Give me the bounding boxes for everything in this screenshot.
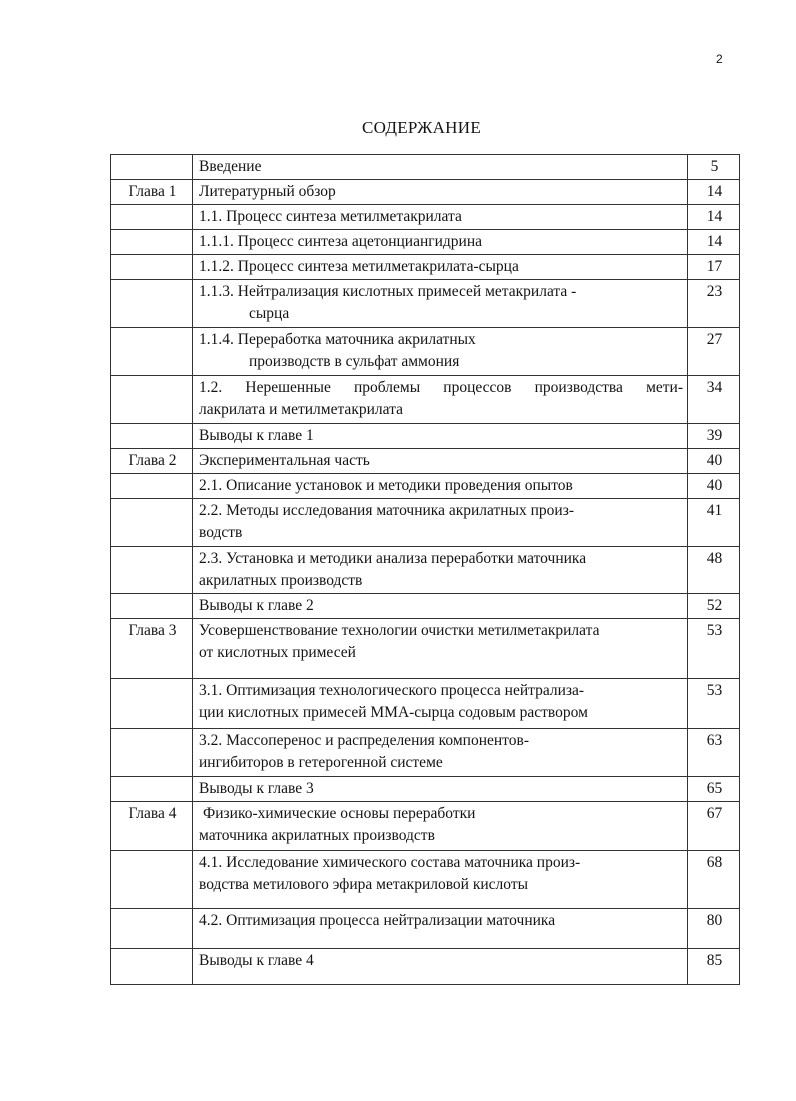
title-cell xyxy=(193,180,688,205)
chapter-cell xyxy=(111,424,193,449)
page-cell: 17 xyxy=(688,255,740,280)
chapter-cell: Глава 3 xyxy=(111,619,193,679)
page-cell: 34 xyxy=(688,376,740,424)
title-cell xyxy=(193,499,688,547)
title-cell xyxy=(193,909,688,949)
title-cell xyxy=(193,851,688,909)
title-cell xyxy=(193,205,688,230)
title-text: Экспериментальная часть xyxy=(199,452,370,469)
title-cell xyxy=(193,255,688,280)
title-cell xyxy=(193,376,688,424)
toc-row-conclusions-3 xyxy=(111,777,740,802)
title-text-continued: ции кислотных примесей ММА-сырца содовым раствором xyxy=(199,704,588,721)
title-text-continued: водств xyxy=(199,524,243,541)
title-text-continued: лакрилата и метилметакрилата xyxy=(199,401,403,418)
title-cell xyxy=(193,547,688,594)
toc-row-4-1 xyxy=(111,851,740,909)
toc-row-4-2 xyxy=(111,909,740,949)
title-cell xyxy=(193,280,688,328)
title-cell xyxy=(193,777,688,802)
title-text-continued: ингибиторов в гетерогенной системе xyxy=(199,754,443,771)
chapter-cell xyxy=(111,729,193,777)
title-cell xyxy=(193,679,688,729)
page-cell: 67 xyxy=(688,802,740,851)
toc-row-2-1 xyxy=(111,474,740,499)
title-cell xyxy=(193,729,688,777)
toc-row-chapter-3 xyxy=(111,619,740,679)
toc-row-conclusions-2 xyxy=(111,594,740,619)
chapter-cell xyxy=(111,949,193,985)
toc-row-1-2 xyxy=(111,376,740,424)
chapter-cell xyxy=(111,594,193,619)
page-cell: 68 xyxy=(688,851,740,909)
title-text: 1.1. Процесс синтеза метилметакрилата xyxy=(199,208,462,225)
chapter-cell xyxy=(111,376,193,424)
title-text: 1.1.1. Процесс синтеза ацетонциангидрина xyxy=(199,233,483,250)
title-cell xyxy=(193,802,688,851)
chapter-cell xyxy=(111,679,193,729)
title-cell xyxy=(193,949,688,985)
page-cell: 48 xyxy=(688,547,740,594)
toc-row-conclusions-4 xyxy=(111,949,740,985)
page-cell: 5 xyxy=(688,155,740,180)
title-text: 2.1. Описание установок и методики проведения опытов xyxy=(199,477,573,494)
title-text: Физико-химические основы переработки xyxy=(203,805,476,822)
page-cell: 53 xyxy=(688,619,740,679)
chapter-cell: Глава 4 xyxy=(111,802,193,851)
toc-row-1-1 xyxy=(111,205,740,230)
title-text-continued: производств в сульфат аммония xyxy=(249,353,460,370)
title-cell xyxy=(193,449,688,474)
title-text: Литературный обзор xyxy=(199,183,336,200)
title-text-continued: маточника акрилатных производств xyxy=(199,827,435,844)
chapter-cell: Глава 1 xyxy=(111,180,193,205)
page-cell: 40 xyxy=(688,449,740,474)
chapter-cell: Глава 2 xyxy=(111,449,193,474)
chapter-cell xyxy=(111,777,193,802)
title-text: 1.1.4. Переработка маточника акрилатных xyxy=(199,331,476,348)
title-text: Выводы к главе 2 xyxy=(199,597,314,614)
title-cell xyxy=(193,619,688,679)
page-cell: 52 xyxy=(688,594,740,619)
page-cell: 39 xyxy=(688,424,740,449)
title-text-continued: водства метилового эфира метакриловой кислоты xyxy=(199,876,529,893)
page-cell: 85 xyxy=(688,949,740,985)
chapter-cell xyxy=(111,547,193,594)
page-cell: 53 xyxy=(688,679,740,729)
page-cell: 41 xyxy=(688,499,740,547)
toc-row-1-1-1 xyxy=(111,230,740,255)
chapter-cell xyxy=(111,205,193,230)
page-cell: 14 xyxy=(688,205,740,230)
toc-row-1-1-2 xyxy=(111,255,740,280)
title-cell xyxy=(193,155,688,180)
page-title: СОДЕРЖАНИЕ xyxy=(361,118,482,137)
toc-row-2-3 xyxy=(111,547,740,594)
chapter-cell xyxy=(111,851,193,909)
toc-row-intro xyxy=(111,155,740,180)
title-text: 2.2. Методы исследования маточника акрилатных произ- xyxy=(199,502,575,519)
title-text: 3.1. Оптимизация технологического процесса нейтрализа- xyxy=(199,682,585,699)
title-text: 1.2. Нерешенные проблемы процессов производства мети- xyxy=(199,379,683,396)
page-cell: 63 xyxy=(688,729,740,777)
title-text-continued: от кислотных примесей xyxy=(199,644,356,661)
title-text: 3.2. Массоперенос и распределения компонентов- xyxy=(199,732,529,749)
title-text: Выводы к главе 4 xyxy=(199,952,314,969)
chapter-cell xyxy=(111,155,193,180)
page-cell: 14 xyxy=(688,230,740,255)
page-cell: 65 xyxy=(688,777,740,802)
page-cell: 23 xyxy=(688,280,740,328)
chapter-cell xyxy=(111,255,193,280)
title-text: Усовершенствование технологии очистки метилметакрилата xyxy=(199,622,600,639)
title-text: Введение xyxy=(199,158,262,175)
toc-row-1-1-4 xyxy=(111,328,740,376)
page-cell: 27 xyxy=(688,328,740,376)
title-cell xyxy=(193,594,688,619)
toc-row-3-1 xyxy=(111,679,740,729)
title-cell xyxy=(193,474,688,499)
title-cell xyxy=(193,328,688,376)
title-text: 1.1.2. Процесс синтеза метилметакрилата-сырца xyxy=(199,258,519,275)
toc-row-chapter-2 xyxy=(111,449,740,474)
title-cell xyxy=(193,424,688,449)
chapter-cell xyxy=(111,230,193,255)
title-text: 1.1.3. Нейтрализация кислотных примесей метакрилата - xyxy=(199,283,577,300)
title-text-continued: сырца xyxy=(249,305,290,322)
chapter-cell xyxy=(111,474,193,499)
chapter-cell xyxy=(111,328,193,376)
toc-row-chapter-4 xyxy=(111,802,740,851)
title-text: 2.3. Установка и методики анализа переработки маточника xyxy=(199,550,587,567)
toc-row-1-1-3 xyxy=(111,280,740,328)
title-text: Выводы к главе 3 xyxy=(199,780,314,797)
toc-row-chapter-1 xyxy=(111,180,740,205)
chapter-cell xyxy=(111,909,193,949)
title-text-continued: акрилатных производств xyxy=(199,572,363,589)
title-text: 4.1. Исследование химического состава маточника произ- xyxy=(199,854,581,871)
toc-row-conclusions-1 xyxy=(111,424,740,449)
chapter-cell xyxy=(111,499,193,547)
page-cell: 40 xyxy=(688,474,740,499)
toc-row-2-2 xyxy=(111,499,740,547)
toc-row-3-2 xyxy=(111,729,740,777)
title-text: 4.2. Оптимизация процесса нейтрализации маточника xyxy=(199,912,556,929)
title-text: Выводы к главе 1 xyxy=(199,427,314,444)
title-cell xyxy=(193,230,688,255)
chapter-cell xyxy=(111,280,193,328)
page-number: 2 xyxy=(716,52,723,66)
page-cell: 14 xyxy=(688,180,740,205)
table-of-contents xyxy=(110,154,740,985)
page-cell: 80 xyxy=(688,909,740,949)
